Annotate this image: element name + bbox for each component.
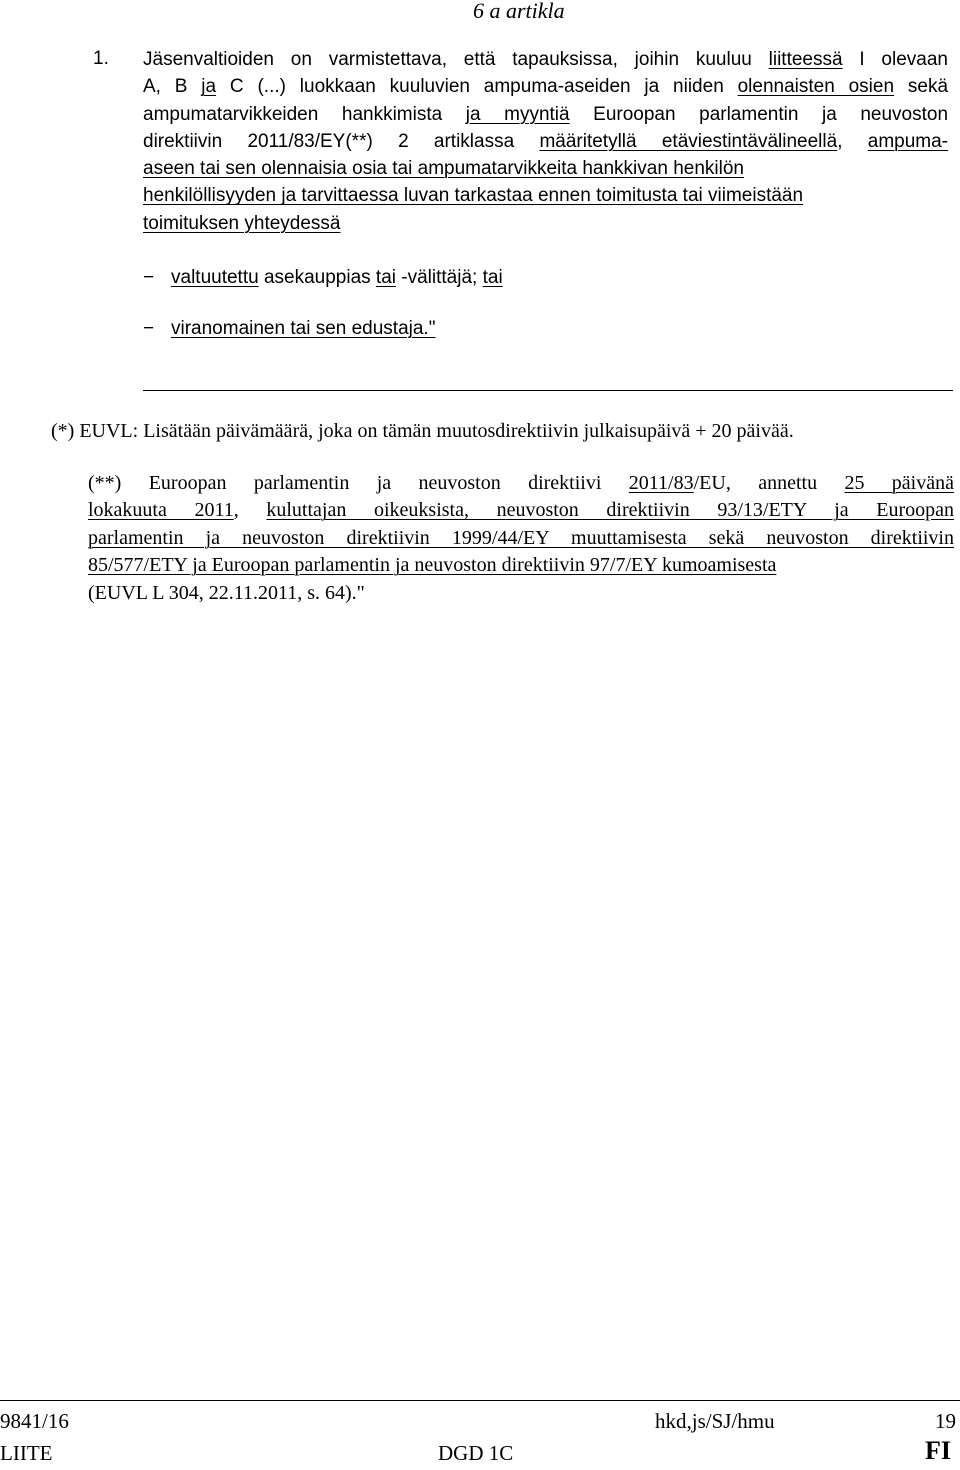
text-run: (**) Euroopan parlamentin ja neuvoston direktiivi <box>88 472 629 494</box>
directorate-label: DGD 1C <box>438 1441 514 1465</box>
text-run: Jäsenvaltioiden on varmistettava, että tapauksissa, joihin kuuluu <box>143 49 769 70</box>
article-heading: 6 a artikla <box>473 0 565 23</box>
underlined-text: ja <box>201 76 217 98</box>
text-run: /EU, annettu <box>693 472 845 494</box>
underlined-text: aseen tai sen olennaisia osia tai ampumatarvikkeita hankkivan henkilön <box>143 158 744 180</box>
text-run: Euroopan parlamentin ja neuvoston <box>569 103 948 125</box>
text-run: C (...) luokkaan kuuluvien ampuma-aseiden ja niiden <box>216 76 738 98</box>
footnote-line <box>88 470 954 497</box>
underlined-text: 2011/83 <box>628 472 694 494</box>
footnote-separator <box>143 390 953 391</box>
underlined-text: viranomainen tai sen edustaja." <box>171 318 436 339</box>
paragraph-number: 1. <box>93 48 109 69</box>
paragraph-line <box>143 210 948 237</box>
text-run: , <box>233 499 267 522</box>
paragraph-line <box>143 101 948 128</box>
text-run: direktiivin 2011/83/EY(**) 2 artiklassa <box>143 130 540 152</box>
paragraph-line <box>143 46 948 73</box>
underlined-text: valtuutettu <box>171 267 259 288</box>
underlined-text: kuluttajan oikeuksista, neuvoston direktiivin 93/13/ETY ja Euroopan <box>266 499 954 522</box>
footer-rule <box>0 1400 960 1401</box>
text-run: sekä <box>894 76 948 98</box>
annex-label: LIITE <box>0 1441 53 1465</box>
footnote-2 <box>88 470 954 607</box>
paragraph-line <box>143 73 948 100</box>
article-paragraph <box>143 46 948 237</box>
underlined-text: 85/577/ETY ja Euroopan parlamentin ja neuvoston direktiivin 97/7/EY kumoamisesta <box>88 554 777 577</box>
underlined-text: tai <box>482 267 503 288</box>
list-item <box>171 316 435 342</box>
paragraph-line <box>143 182 948 209</box>
text-run: , <box>837 130 868 152</box>
list-dash: − <box>143 318 155 339</box>
underlined-text: ampuma- <box>867 130 948 152</box>
text-run: asekauppias <box>258 267 376 288</box>
text-run: I olevaan <box>842 49 948 70</box>
text-run: ampumatarvikkeiden hankkimista <box>143 103 466 125</box>
underlined-text: lokakuuta 2011 <box>88 499 234 522</box>
text-run: (EUVL L 304, 22.11.2011, s. 64)." <box>88 581 365 604</box>
list-dash: − <box>143 267 155 288</box>
underlined-text: määritetyllä etäviestintävälineellä <box>539 130 838 152</box>
underlined-text: tai <box>375 267 396 288</box>
language-code: FI <box>925 1436 951 1465</box>
underlined-text: 25 päivänä <box>844 472 954 494</box>
underlined-text: parlamentin ja neuvoston direktiivin 1999/44/EY muuttamisesta sekä neuvoston direktiivin <box>88 526 954 549</box>
footnote-line <box>88 497 954 524</box>
text-run: A, B <box>143 76 202 98</box>
underlined-text: ja myyntiä <box>465 103 570 125</box>
underlined-text: olennaisten osien <box>737 76 895 98</box>
footnote-line <box>88 580 954 607</box>
footnote-line <box>88 525 954 552</box>
underlined-text: henkilöllisyyden ja tarvittaessa luvan tarkastaa ennen toimitusta tai viimeistään <box>143 185 804 207</box>
footnote-line <box>88 552 954 579</box>
page-number: 19 <box>935 1409 956 1433</box>
author-initials: hkd,js/SJ/hmu <box>655 1409 775 1433</box>
text-run: -välittäjä; <box>396 267 483 288</box>
paragraph-line <box>143 155 948 182</box>
underlined-text: liitteessä <box>768 49 843 70</box>
footnote-1: (*) EUVL: Lisätään päivämäärä, joka on tämän muutosdirektiivin julkaisupäivä + 20 päivää. <box>51 420 794 442</box>
list-item <box>171 265 503 291</box>
paragraph-line <box>143 128 948 155</box>
underlined-text: toimituksen yhteydessä <box>143 212 341 234</box>
doc-number: 9841/16 <box>0 1409 69 1433</box>
